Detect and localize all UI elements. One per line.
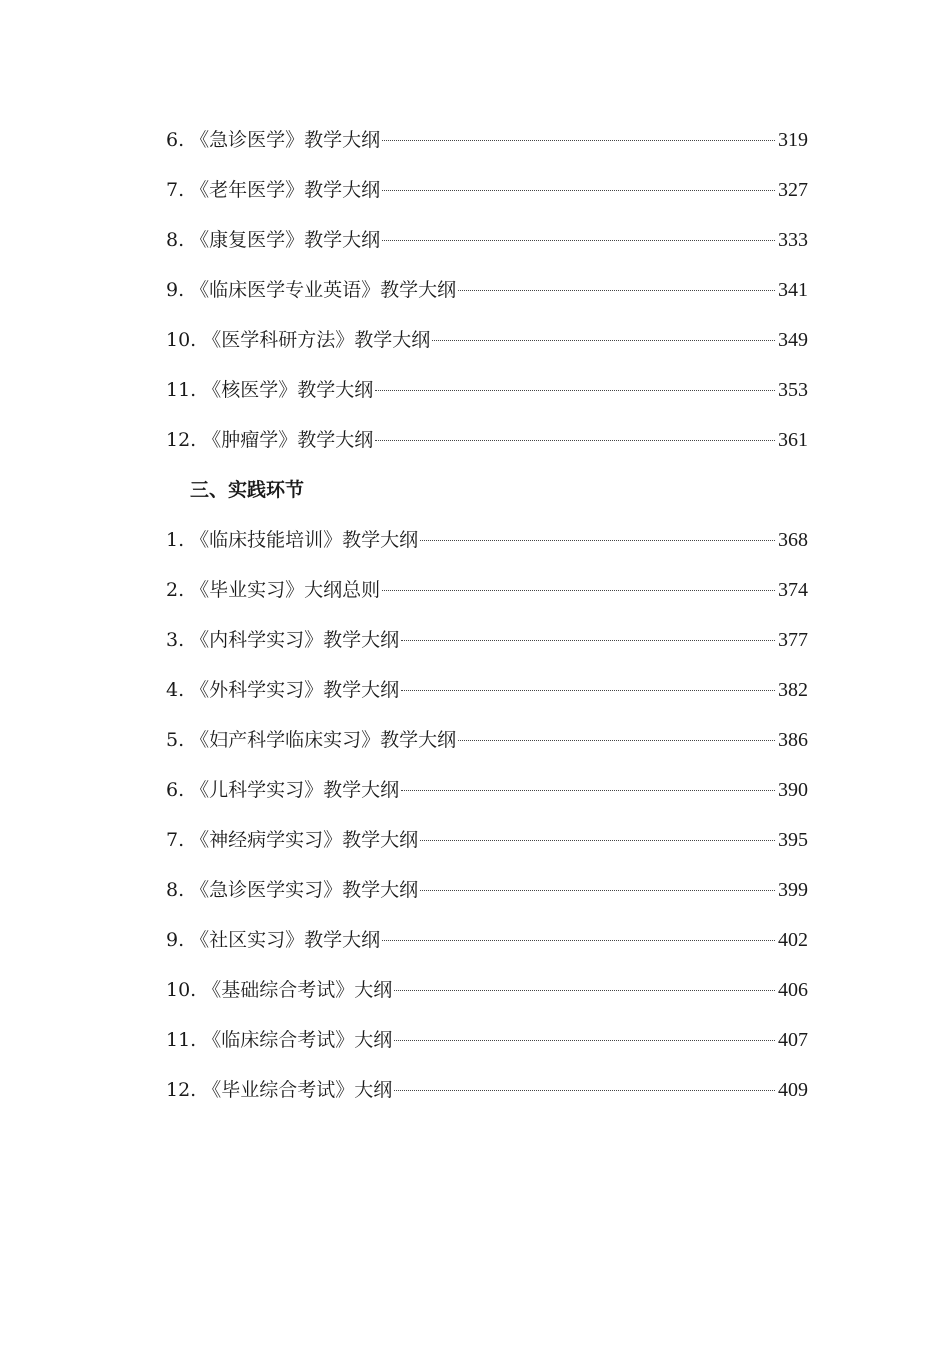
toc-entry[interactable] [166,515,808,565]
toc-entry-page: 406 [778,979,808,1001]
dot-leader [382,590,775,591]
toc-entry-title: 11. 《核医学》教学大纲 [166,379,374,401]
toc-entry-page: 390 [778,779,808,801]
toc-entry[interactable] [166,165,808,215]
dot-leader [394,1040,775,1041]
toc-entry[interactable] [166,215,808,265]
toc-entry-title: 10. 《基础综合考试》大纲 [166,979,393,1001]
toc-entry[interactable] [166,365,808,415]
toc-entry-page: 402 [778,929,808,951]
toc-entry-title: 9. 《临床医学专业英语》教学大纲 [166,279,457,301]
toc-entry-title: 2. 《毕业实习》大纲总则 [166,579,381,601]
dot-leader [432,340,775,341]
toc-entry-title: 10. 《医学科研方法》教学大纲 [166,329,431,351]
dot-leader [382,140,775,141]
toc-entry[interactable] [166,415,808,465]
toc-entry-page: 407 [778,1029,808,1051]
toc-entry-page: 349 [778,329,808,351]
toc-entry[interactable] [166,815,808,865]
toc-entry[interactable] [166,665,808,715]
toc-entry[interactable] [166,965,808,1015]
toc-entry-page: 382 [778,679,808,701]
dot-leader [401,690,775,691]
toc-entry[interactable] [166,265,808,315]
dot-leader [375,440,775,441]
toc-entry-page: 353 [778,379,808,401]
toc-entry-title: 11. 《临床综合考试》大纲 [166,1029,393,1051]
toc-entry-page: 399 [778,879,808,901]
toc-entry-page: 409 [778,1079,808,1101]
toc-entry-page: 341 [778,279,808,301]
toc-entry[interactable] [166,615,808,665]
toc-entry-page: 374 [778,579,808,601]
toc-entry-page: 333 [778,229,808,251]
dot-leader [382,940,775,941]
toc-entry[interactable] [166,1015,808,1065]
toc-entry-title: 3. 《内科学实习》教学大纲 [166,629,400,651]
dot-leader [420,840,775,841]
dot-leader [394,1090,775,1091]
dot-leader [401,790,775,791]
toc-entry[interactable] [166,765,808,815]
toc-entry[interactable] [166,315,808,365]
toc-entry-title: 12. 《毕业综合考试》大纲 [166,1079,393,1101]
dot-leader [394,990,775,991]
toc-entry-page: 327 [778,179,808,201]
toc-entry[interactable] [166,865,808,915]
dot-leader [375,390,775,391]
toc-entry-title: 6. 《儿科学实习》教学大纲 [166,779,400,801]
toc-entry-page: 395 [778,829,808,851]
dot-leader [420,890,775,891]
toc-entry[interactable] [166,715,808,765]
toc-entry-page: 319 [778,129,808,151]
toc-entry-page: 368 [778,529,808,551]
dot-leader [401,640,775,641]
toc-entry-title: 6. 《急诊医学》教学大纲 [166,129,381,151]
toc-entry[interactable] [166,115,808,165]
toc-entry-page: 377 [778,629,808,651]
toc-entry-title: 5. 《妇产科学临床实习》教学大纲 [166,729,457,751]
toc-entry-title: 1. 《临床技能培训》教学大纲 [166,529,419,551]
table-of-contents [166,115,808,1115]
toc-entry[interactable] [166,565,808,615]
toc-entry-title: 7. 《神经病学实习》教学大纲 [166,829,419,851]
toc-entry-page: 386 [778,729,808,751]
toc-entry-page: 361 [778,429,808,451]
toc-entry-title: 7. 《老年医学》教学大纲 [166,179,381,201]
dot-leader [458,290,775,291]
toc-entry[interactable] [166,915,808,965]
toc-entry[interactable] [166,1065,808,1115]
toc-entry-title: 9. 《社区实习》教学大纲 [166,929,381,951]
toc-entry-title: 4. 《外科学实习》教学大纲 [166,679,400,701]
toc-entry-title: 8. 《急诊医学实习》教学大纲 [166,879,419,901]
toc-entry-title: 12. 《肿瘤学》教学大纲 [166,429,374,451]
section-heading[interactable]: 三、实践环节 [190,479,305,501]
dot-leader [420,540,775,541]
toc-entry-title: 8. 《康复医学》教学大纲 [166,229,381,251]
dot-leader [382,190,775,191]
dot-leader [458,740,775,741]
dot-leader [382,240,775,241]
